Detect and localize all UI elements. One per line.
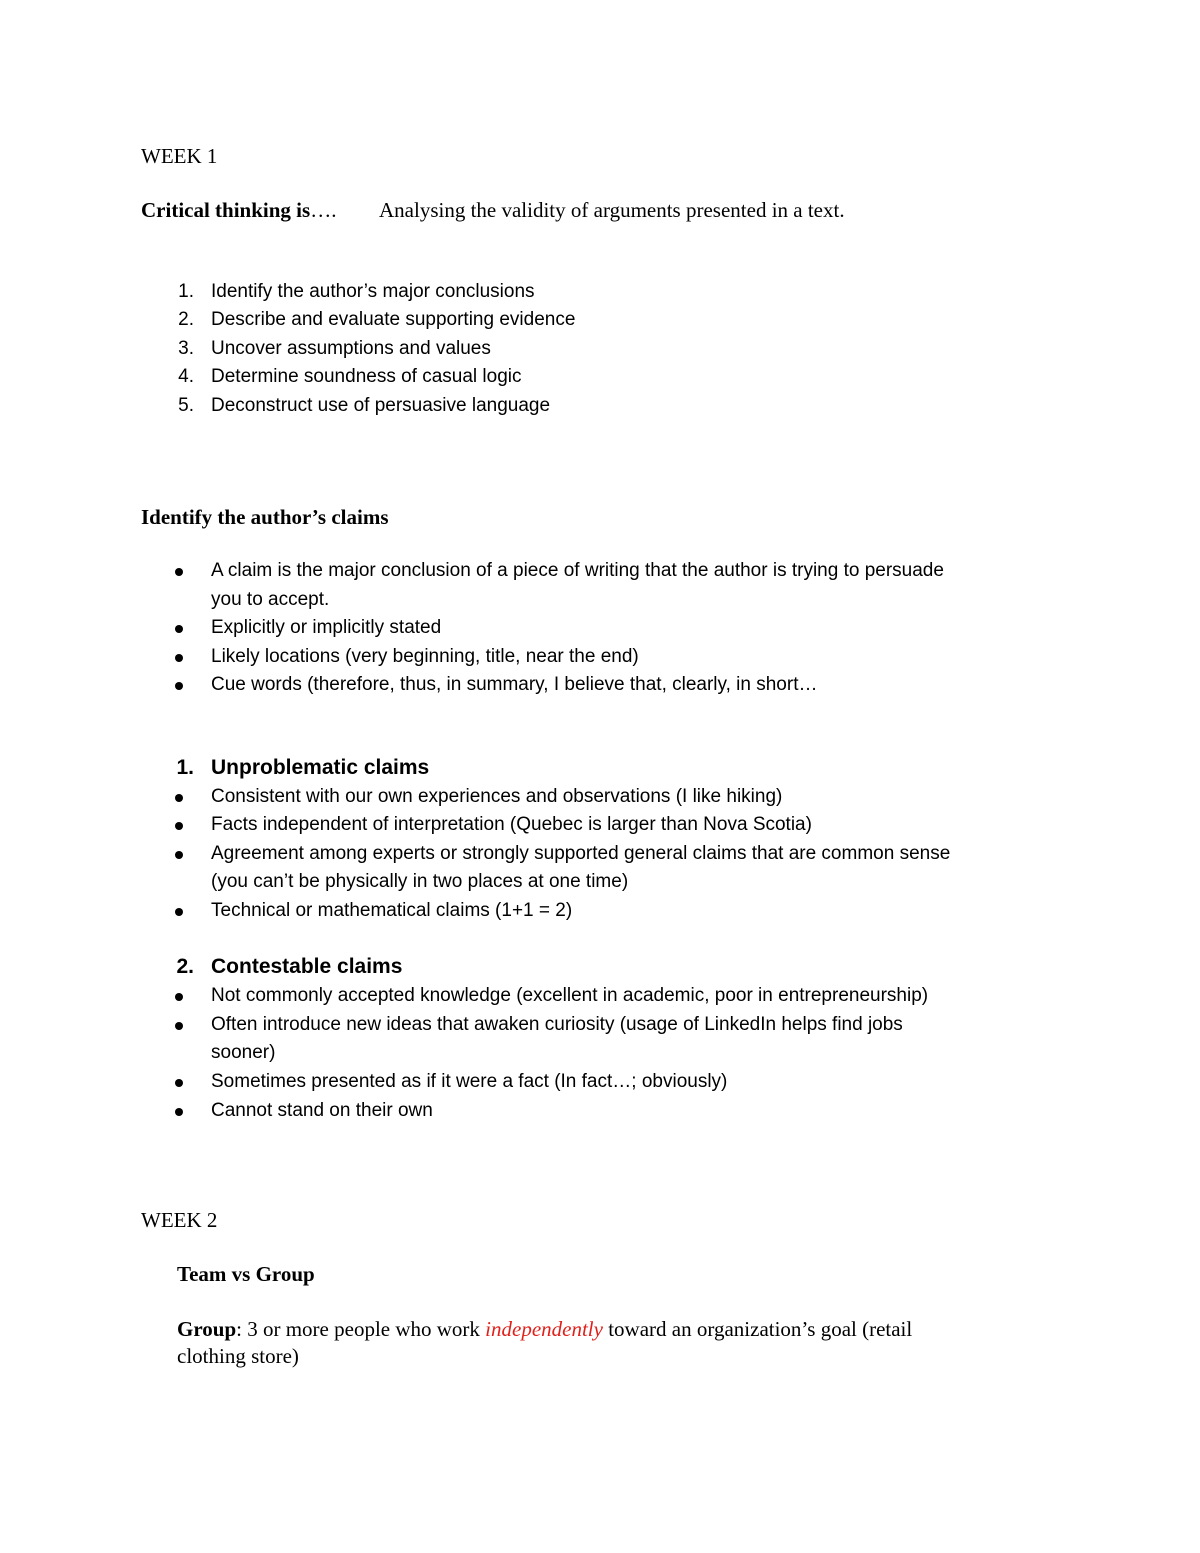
group-text-b: toward an organization’s goal (retail [602,1317,913,1341]
section-title: Unproblematic claims [211,756,430,779]
bullet-icon [175,568,183,576]
list-item: Sometimes presented as if it were a fact (In fact…; obviously) [211,1071,728,1092]
critical-thinking-label: Critical thinking is [141,198,311,222]
list-item: Consistent with our own experiences and observations (I like hiking) [211,786,783,807]
bullet-icon [175,1022,183,1030]
claims-heading: Identify the author’s claims [141,505,389,529]
list-item: A claim is the major conclusion of a piece of writing that the author is trying to persuade [211,560,944,581]
step-text: Deconstruct use of persuasive language [211,395,551,416]
bullet-icon [175,1108,183,1116]
group-definition [177,1317,912,1342]
group-definition-continued: clothing store) [177,1344,299,1368]
bullet-icon [175,851,183,859]
list-item: Technical or mathematical claims (1+1 = 2) [211,900,573,921]
group-label: Group [177,1317,237,1341]
step-number: 3. [178,338,194,359]
critical-thinking-definition: Analysing the validity of arguments presented in a text. [379,198,845,222]
critical-thinking-ellipsis: …. [310,198,337,222]
list-item: Explicitly or implicitly stated [211,617,442,638]
list-item: Cue words (therefore, thus, in summary, I believe that, clearly, in short… [211,674,818,695]
step-number: 4. [178,366,194,387]
bullet-icon [175,822,183,830]
section-title: Contestable claims [211,955,403,978]
week1-heading: WEEK 1 [141,144,218,168]
list-item-continued: sooner) [211,1042,276,1063]
bullet-icon [175,908,183,916]
team-vs-group-heading: Team vs Group [177,1262,315,1286]
step-text: Uncover assumptions and values [211,338,491,359]
step-number: 2. [178,309,194,330]
step-number: 5. [178,395,194,416]
group-text-a: : 3 or more people who work [236,1317,486,1341]
week2-heading: WEEK 2 [141,1208,218,1232]
list-item-continued: you to accept. [211,589,330,610]
independently-emphasis: independently [485,1317,603,1341]
bullet-icon [175,654,183,662]
list-item: Facts independent of interpretation (Quebec is larger than Nova Scotia) [211,814,812,835]
list-item: Agreement among experts or strongly supported general claims that are common sense [211,843,951,864]
list-item: Cannot stand on their own [211,1100,433,1121]
list-item: Likely locations (very beginning, title, near the end) [211,646,639,667]
bullet-icon [175,1079,183,1087]
step-text: Describe and evaluate supporting evidence [211,309,576,330]
list-item: Not commonly accepted knowledge (excellent in academic, poor in entrepreneurship) [211,985,929,1006]
bullet-icon [175,682,183,690]
bullet-icon [175,794,183,802]
step-text: Identify the author’s major conclusions [211,281,535,302]
step-text: Determine soundness of casual logic [211,366,522,387]
section-number: 1. [176,756,194,779]
step-number: 1. [178,281,194,302]
critical-thinking-line [141,198,336,223]
list-item: Often introduce new ideas that awaken curiosity (usage of LinkedIn helps find jobs [211,1014,903,1035]
bullet-icon [175,993,183,1001]
list-item-continued: (you can’t be physically in two places at one time) [211,871,629,892]
section-number: 2. [176,955,194,978]
bullet-icon [175,625,183,633]
